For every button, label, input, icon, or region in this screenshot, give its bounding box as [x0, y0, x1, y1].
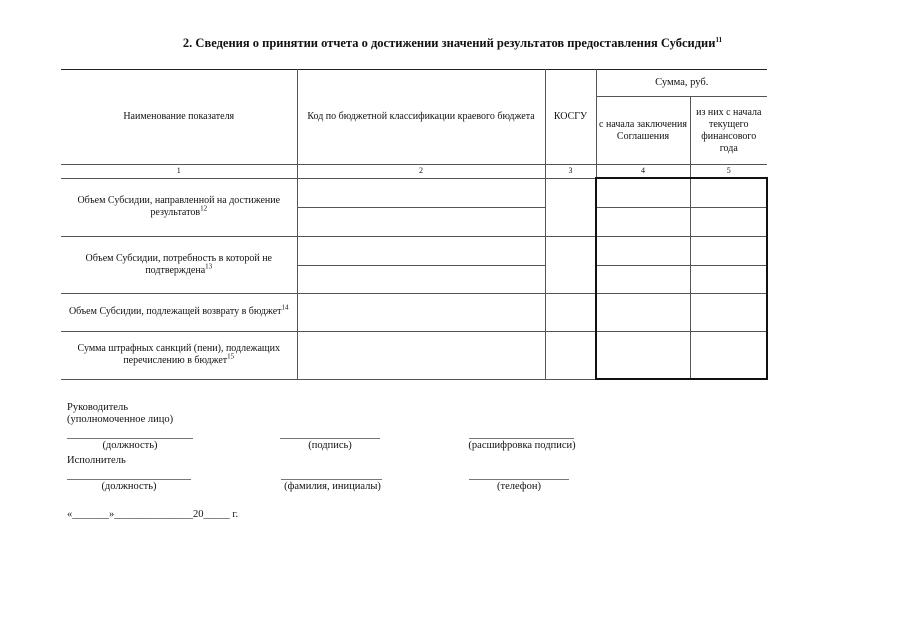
executor-position-line[interactable] [67, 479, 191, 480]
cell-r1b-c2[interactable] [297, 207, 545, 236]
column-number-3: 3 [545, 165, 596, 179]
cell-r1b-c4[interactable] [596, 207, 690, 236]
cell-r1a-c2[interactable] [297, 178, 545, 207]
row-label-4-footnote: 15 [227, 352, 235, 361]
cell-r1a-c4[interactable] [596, 178, 690, 207]
row-label-1-footnote: 12 [200, 204, 208, 213]
date-line[interactable]: «_______»_______________20_____ г. [67, 509, 239, 520]
head-position-caption: (должность) [102, 440, 158, 451]
section-title-footnote: 11 [715, 35, 723, 44]
head-decode-caption: (расшифровка подписи) [468, 440, 576, 451]
header-sum: Сумма, руб. [596, 70, 767, 97]
executor-position-caption: (должность) [101, 481, 157, 492]
row-label-3-footnote: 14 [281, 303, 289, 312]
header-kosgu: КОСГУ [545, 70, 596, 165]
header-name: Наименование показателя [61, 70, 297, 165]
row-label-4 [61, 331, 297, 379]
executor-name-caption: (фамилия, инициалы) [284, 481, 381, 492]
header-of-which: из них с начала текущего финансового года [690, 97, 767, 165]
cell-r2a-c2[interactable] [297, 236, 545, 265]
executor-name-line[interactable] [281, 479, 382, 480]
cell-r3-c3[interactable] [545, 293, 596, 331]
cell-r2a-c4[interactable] [596, 236, 690, 265]
head-label: Руководитель [67, 402, 128, 413]
cell-r2-c3[interactable] [545, 236, 596, 293]
head-position-line[interactable] [67, 438, 193, 439]
cell-r4-c4[interactable] [596, 331, 690, 379]
header-budget-code: Код по бюджетной классификации краевого бюджета [297, 70, 545, 165]
executor-phone-caption: (телефон) [497, 481, 541, 492]
column-number-2: 2 [297, 165, 545, 179]
subsidy-report-table [61, 69, 768, 380]
row-label-3 [61, 293, 297, 331]
executor-label: Исполнитель [67, 455, 126, 466]
executor-phone-line[interactable] [469, 479, 569, 480]
header-since-agreement: с начала заключения Соглашения [596, 97, 690, 165]
cell-r2a-c5[interactable] [690, 236, 767, 265]
head-sublabel: (уполномоченное лицо) [67, 414, 174, 425]
cell-r4-c2[interactable] [297, 331, 545, 379]
cell-r1a-c5[interactable] [690, 178, 767, 207]
row-label-1 [61, 178, 297, 236]
column-number-5: 5 [690, 165, 767, 179]
row-label-2-footnote: 13 [205, 262, 213, 271]
cell-r3-c2[interactable] [297, 293, 545, 331]
column-number-4: 4 [596, 165, 690, 179]
cell-r2b-c2[interactable] [297, 265, 545, 293]
cell-r1b-c5[interactable] [690, 207, 767, 236]
row-label-2-text: Объем Субсидии, потребность в которой не подтверждена [85, 252, 272, 276]
section-title [0, 36, 905, 51]
row-label-4-text: Сумма штрафных санкций (пени), подлежащих перечислению в бюджет [77, 343, 280, 366]
head-decode-line[interactable] [469, 438, 574, 439]
cell-r3-c4[interactable] [596, 293, 690, 331]
column-number-1: 1 [61, 165, 297, 179]
cell-r4-c3[interactable] [545, 331, 596, 379]
row-label-1-text: Объем Субсидии, направленной на достижение результатов [77, 195, 281, 218]
section-title-text: 2. Сведения о принятии отчета о достижении значений результатов предоставления Субсидии [182, 36, 716, 50]
row-label-3-text: Объем Субсидии, подлежащей возврату в бюджет [68, 306, 282, 317]
cell-r4-c5[interactable] [690, 331, 767, 379]
cell-r2b-c4[interactable] [596, 265, 690, 293]
head-signature-line[interactable] [280, 438, 380, 439]
head-signature-caption: (подпись) [308, 440, 352, 451]
cell-r1-c3[interactable] [545, 178, 596, 236]
cell-r3-c5[interactable] [690, 293, 767, 331]
cell-r2b-c5[interactable] [690, 265, 767, 293]
row-label-2 [61, 236, 297, 293]
